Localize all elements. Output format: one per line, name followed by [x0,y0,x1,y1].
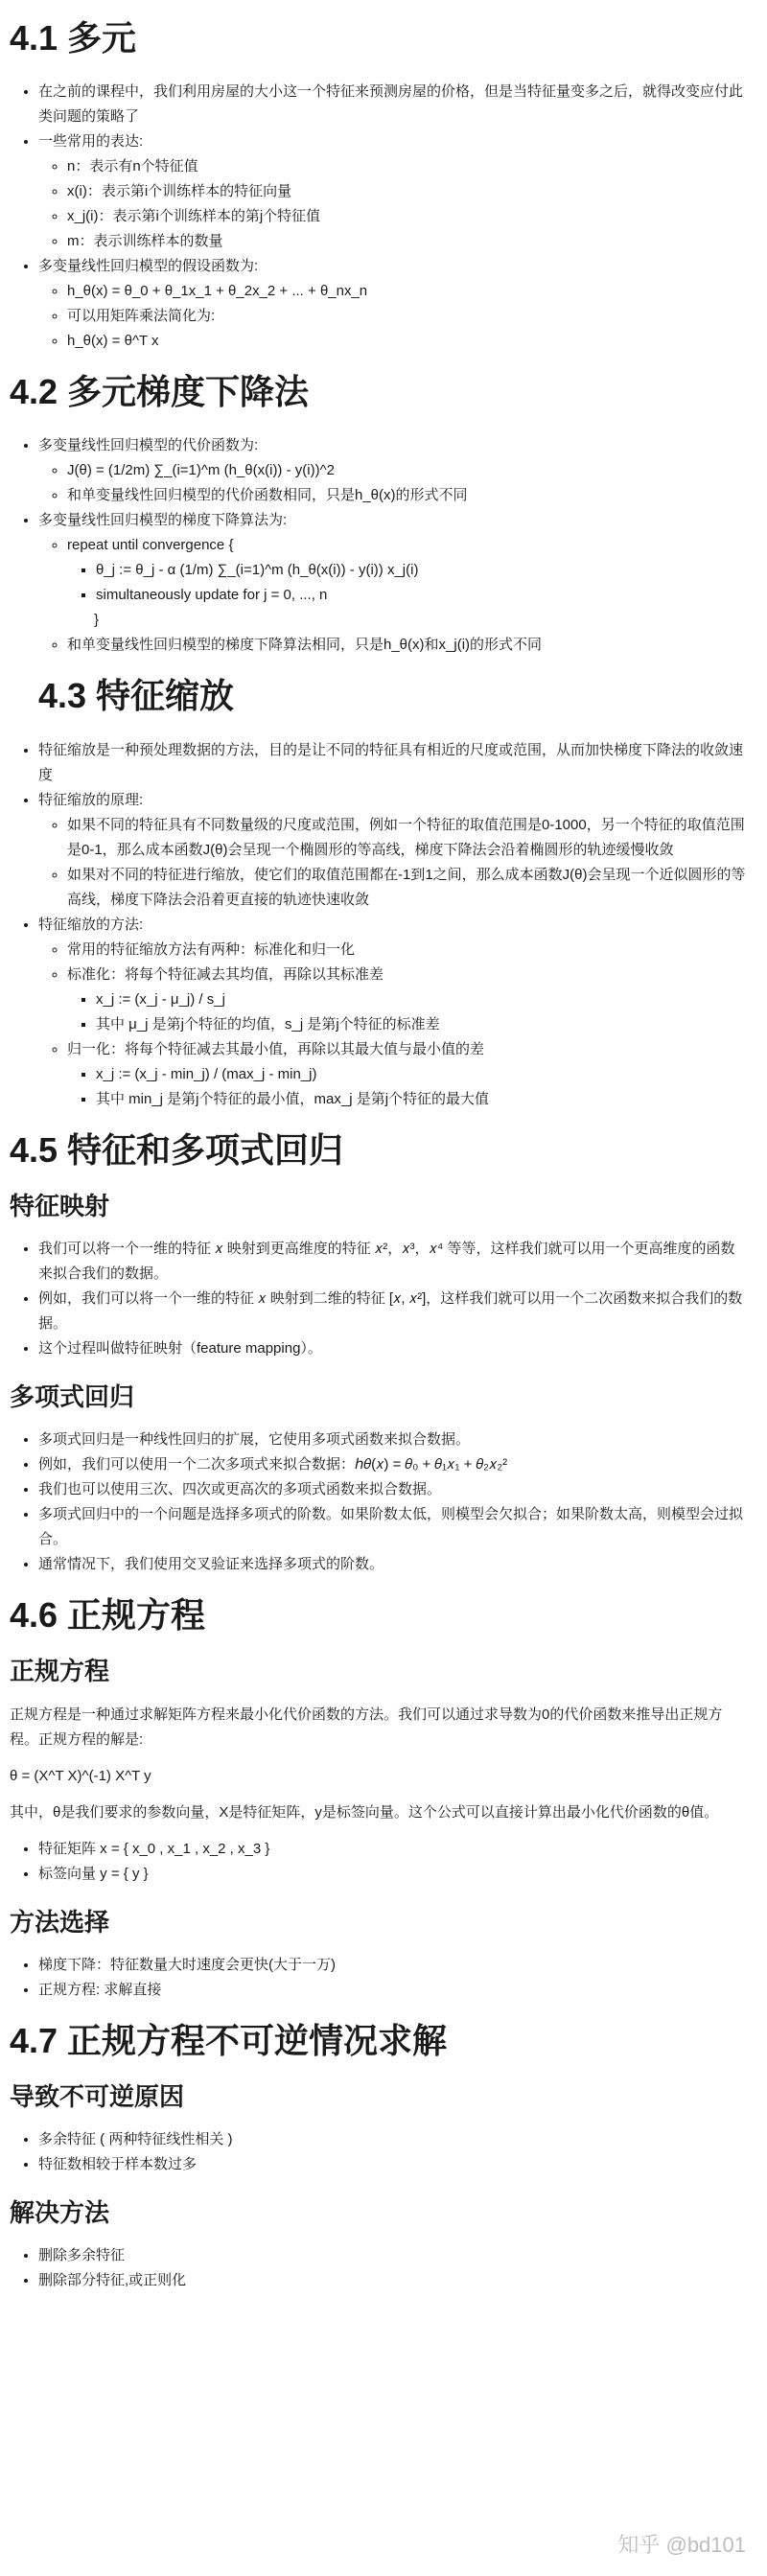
list-item: • 特征数相较于样本数过多 [38,2152,748,2177]
list-item: ◦ 可以用矩阵乘法简化为: [67,304,748,329]
list-normal-equation [10,1837,748,1887]
list-item: ▪ x_j := (x_j - μ_j) / s_j [96,987,748,1012]
article [0,17,767,2293]
list-item: ▪ θ_j := θ_j - α (1/m) ∑_(i=1)^m (h_θ(x(i)) - y(i)) x_j(i) [96,558,748,583]
list-4-3 [10,738,748,1112]
list-item: • 我们也可以使用三次、四次或更高次的多项式函数来拟合数据。 [38,1477,748,1502]
list-item: ◦ m：表示训练样本的数量 [67,229,748,254]
list-item-text: 特征缩放的方法: [38,916,144,933]
list-item: ▪ 其中 min_j 是第j个特征的最小值，max_j 是第j个特征的最大值 [96,1087,748,1112]
list-solutions [10,2243,748,2293]
paragraph: 正规方程是一种通过求解矩阵方程来最小化代价函数的方法。我们可以通过求导数为0的代价函数来推导出正规方程。正规方程的解是: [10,1706,723,1748]
closing-brace: } [94,612,100,629]
list-item [67,963,748,1037]
formula-paragraph: θ = (X^T X)^(-1) X^T y [10,1767,151,1784]
list-item: ◦ 和单变量线性回归模型的梯度下降算法相同，只是h_θ(x)和x_j(i)的形式不同 [67,633,748,658]
list-item: ◦ n：表示有n个特征值 [67,154,748,179]
list-item: • 例如，我们可以使用一个二次多项式来拟合数据：ℎ𝜃(𝑥) = 𝜃₀ + 𝜃₁𝑥₁ + 𝜃₂𝑥₂² [38,1452,748,1477]
section-title-4-2: 4.2 多元梯度下降法 [10,372,310,412]
list-item-text: 一些常用的表达: [38,133,144,151]
list-item: • 删除多余特征 [38,2243,748,2268]
list-item-text: 多变量线性回归模型的梯度下降算法为: [38,512,288,529]
subsection-title-feature-mapping: 特征映射 [10,1191,110,1220]
list-item: ◦ x(i)：表示第i个训练样本的特征向量 [67,179,748,204]
list-item: ▪ x_j := (x_j - min_j) / (max_j - min_j) [96,1062,748,1087]
list-feature-mapping [10,1237,748,1361]
watermark: 知乎 @bd101 [617,2533,746,2557]
list-item-text: 多变量线性回归模型的代价函数为: [38,437,259,454]
list-item-text: 归一化：将每个特征减去其最小值，再除以其最大值与最小值的差 [67,1040,485,1057]
list-item: • 例如，我们可以将一个一维的特征 𝑥 映射到二维的特征 [𝑥, 𝑥²]，这样我们就可以用一个二次函数来拟合我们的数据。 [38,1287,748,1336]
list-polynomial-regression [10,1427,748,1577]
list-item: • 多项式回归是一种线性回归的扩展，它使用多项式函数来拟合数据。 [38,1427,748,1452]
list-item [38,433,748,508]
list-4-1 [10,80,748,354]
list-item: • 这个过程叫做特征映射（feature mapping）。 [38,1336,748,1361]
list-item: ▪ 其中 μ_j 是第j个特征的均值，s_j 是第j个特征的标准差 [96,1012,748,1037]
list-item: • 在之前的课程中，我们利用房屋的大小这一个特征来预测房屋的价格，但是当特征量变多之后，就得改变应付此类问题的策略了 [38,80,748,129]
list-item: ◦ h_θ(x) = θ_0 + θ_1x_1 + θ_2x_2 + ... + θ_nx_n [67,279,748,304]
list-item-text: 多变量线性回归模型的假设函数为: [38,258,259,275]
section-title-4-1: 4.1 多元 [10,18,137,58]
list-item: ◦ x_j(i)：表示第i个训练样本的第j个特征值 [67,204,748,229]
subsection-title-method-selection: 方法选择 [10,1907,110,1937]
section-title-4-5: 4.5 特征和多项式回归 [10,1129,344,1170]
list-item: ◦ 如果对不同的特征进行缩放，使它们的取值范围都在-1到1之间，那么成本函数J(θ)会呈现一个近似圆形的等高线，梯度下降法会沿着更直接的轨迹快速收敛 [67,863,748,913]
list-item: • 删除部分特征,或正则化 [38,2268,748,2293]
list-item: ◦ h_θ(x) = θ^T x [67,329,748,354]
list-item [67,533,748,633]
subsection-title-polynomial-regression: 多项式回归 [10,1381,135,1411]
section-title-4-7: 4.7 正规方程不可逆情况求解 [10,2020,448,2060]
list-causes [10,2127,748,2177]
list-item: • 特征缩放是一种预处理数据的方法，目的是让不同的特征具有相近的尺度或范围，从而加快梯度下降法的收敛速度 [38,738,748,788]
list-item [67,1037,748,1112]
subsection-title-solutions: 解决方法 [10,2198,110,2228]
list-item: ◦ 和单变量线性回归模型的代价函数相同，只是h_θ(x)的形式不同 [67,483,748,508]
list-item: • 通常情况下，我们使用交叉验证来选择多项式的阶数。 [38,1552,748,1577]
list-method-selection [10,1953,748,2003]
subsection-title-normal-equation: 正规方程 [10,1657,110,1686]
list-item: • 梯度下降：特征数量大时速度会更快(大于一万) [38,1953,748,1978]
list-item-text: 特征缩放的原理: [38,791,144,808]
list-item: ◦ 如果不同的特征具有不同数量级的尺度或范围，例如一个特征的取值范围是0-1000，另一个特征的取值范围是0-1，那么成本函数J(θ)会呈现一个椭圆形的等高线，梯度下降法会沿着椭圆形的轨迹缓慢收敛 [67,813,748,863]
list-item: • 多项式回归中的一个问题是选择多项式的阶数。如果阶数太低，则模型会欠拟合；如果阶数太高，则模型会过拟合。 [38,1502,748,1552]
list-item [38,129,748,254]
list-item [38,508,748,658]
list-item [38,788,748,913]
list-item-text: 标准化：将每个特征减去其均值，再除以其标准差 [67,965,384,983]
list-item: ◦ 常用的特征缩放方法有两种：标准化和归一化 [67,938,748,963]
list-item: • 标签向量 y = { y } [38,1862,748,1887]
subsection-title-causes: 导致不可逆原因 [10,2081,185,2111]
paragraph: 其中，θ是我们要求的参数向量，X是特征矩阵，y是标签向量。这个公式可以直接计算出最小化代价函数的θ值。 [10,1803,719,1821]
list-item [38,913,748,1112]
section-title-4-3: 4.3 特征缩放 [38,676,235,716]
section-title-4-6: 4.6 正规方程 [10,1595,206,1636]
list-item: ▪ simultaneously update for j = 0, ..., n [96,583,748,608]
list-item: • 我们可以将一个一维的特征 𝑥 映射到更高维度的特征 𝑥²，𝑥³，𝑥⁴ 等等，这样我们就可以用一个更高维度的函数来拟合我们的数据。 [38,1237,748,1287]
list-4-2 [10,433,748,658]
list-item: • 特征矩阵 x = { x_0 , x_1 , x_2 , x_3 } [38,1837,748,1862]
list-item [38,254,748,354]
list-item: ◦ J(θ) = (1/2m) ∑_(i=1)^m (h_θ(x(i)) - y(i))^2 [67,458,748,483]
list-item: • 正规方程: 求解直接 [38,1978,748,2003]
list-item: • 多余特征 ( 两种特征线性相关 ) [38,2127,748,2152]
list-item-text: repeat until convergence { [67,537,234,554]
